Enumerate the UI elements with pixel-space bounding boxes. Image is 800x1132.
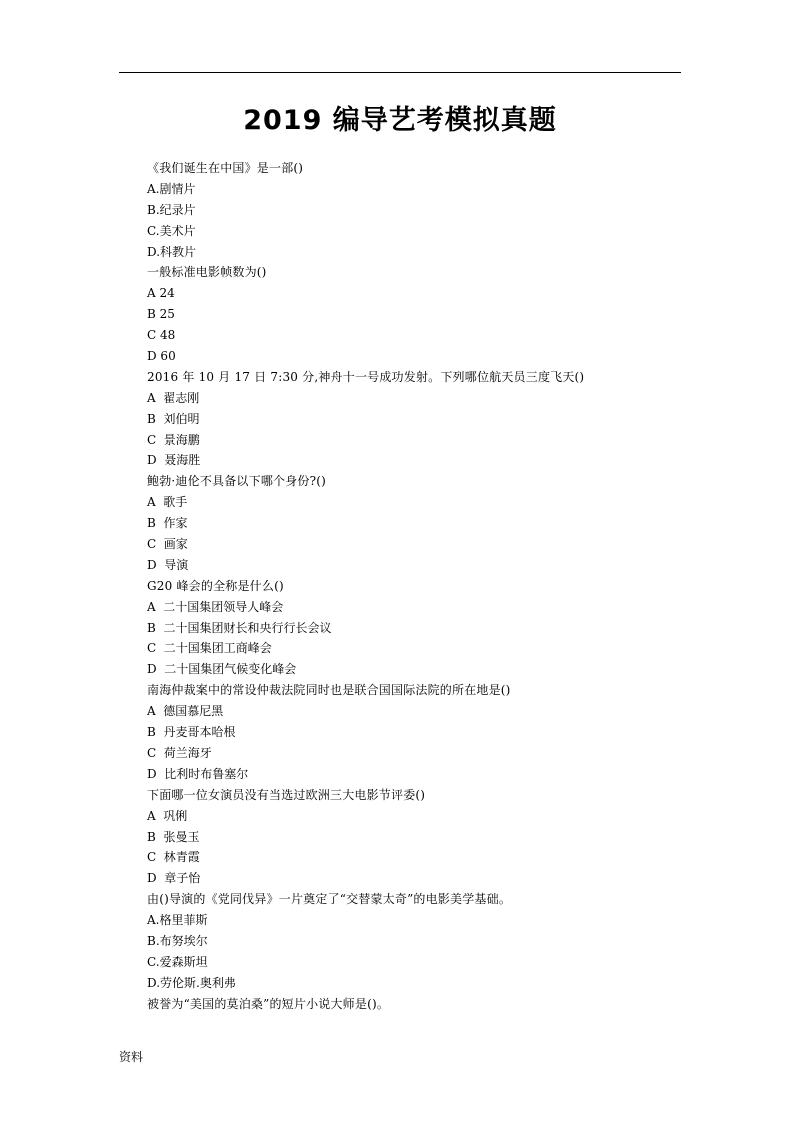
question-text: 一般标准电影帧数为() bbox=[147, 265, 267, 280]
question-text: 下面哪一位女演员没有当选过欧洲三大电影节评委() bbox=[147, 787, 426, 802]
question-block bbox=[147, 262, 584, 366]
question-text: 由()导演的《党同伐异》一片奠定了“交替蒙太奇”的电影美学基础。 bbox=[147, 892, 512, 907]
answer-option: A.剧情片 bbox=[147, 181, 196, 196]
answer-option: A 德国慕尼黑 bbox=[147, 704, 224, 719]
question-block bbox=[147, 785, 584, 889]
question-block bbox=[147, 158, 584, 262]
question-list bbox=[147, 158, 584, 1015]
answer-option: A 歌手 bbox=[147, 495, 188, 510]
question-text: 《我们诞生在中国》是一部() bbox=[147, 161, 304, 175]
question-block bbox=[147, 471, 584, 575]
answer-option: B 刘伯明 bbox=[147, 411, 200, 426]
answer-option: B 丹麦哥本哈根 bbox=[147, 725, 236, 740]
question-block bbox=[147, 576, 584, 680]
answer-option: D 比利时布鲁塞尔 bbox=[147, 766, 249, 781]
answer-option: D 章子怡 bbox=[147, 871, 201, 886]
answer-option: D 聂海胜 bbox=[147, 453, 201, 468]
answer-option: D 二十国集团气候变化峰会 bbox=[147, 662, 297, 677]
answer-option: C 荷兰海牙 bbox=[147, 745, 212, 760]
answer-option: A.格里菲斯 bbox=[147, 913, 208, 928]
question-block bbox=[147, 367, 584, 471]
answer-option: C 林青霞 bbox=[147, 850, 200, 865]
page-footer: 资料 bbox=[119, 1050, 144, 1064]
answer-option: C 48 bbox=[147, 328, 176, 343]
answer-option: C 景海鹏 bbox=[147, 432, 200, 447]
page-title: 2019 编导艺考模拟真题 bbox=[243, 105, 557, 136]
answer-option: C.美术片 bbox=[147, 223, 196, 238]
question-text: 鲍勃·迪伦不具备以下哪个身份?() bbox=[147, 474, 327, 489]
question-block bbox=[147, 680, 584, 784]
question-text: 南海仲裁案中的常设仲裁法院同时也是联合国国际法院的所在地是() bbox=[147, 683, 511, 698]
answer-option: D.科教片 bbox=[147, 244, 197, 259]
question-text: G20 峰会的全称是什么() bbox=[147, 578, 284, 593]
answer-option: D.劳伦斯.奥利弗 bbox=[147, 975, 236, 990]
answer-option: B 张曼玉 bbox=[147, 829, 200, 844]
answer-option: D 导演 bbox=[147, 557, 189, 572]
answer-option: B 作家 bbox=[147, 516, 188, 531]
answer-option: C.爱森斯坦 bbox=[147, 954, 208, 969]
answer-option: B 25 bbox=[147, 307, 175, 322]
answer-option: A 二十国集团领导人峰会 bbox=[147, 599, 284, 614]
answer-option: C 画家 bbox=[147, 537, 188, 552]
answer-option: A 巩俐 bbox=[147, 808, 188, 823]
header-rule bbox=[119, 72, 681, 73]
answer-option: C 二十国集团工商峰会 bbox=[147, 641, 272, 656]
question-block bbox=[147, 889, 584, 993]
answer-option: B.布努埃尔 bbox=[147, 933, 208, 948]
question-text: 被誉为“美国的莫泊桑”的短片小说大师是()。 bbox=[147, 996, 390, 1011]
answer-option: B 二十国集团财长和央行行长会议 bbox=[147, 620, 332, 635]
question-block bbox=[147, 994, 584, 1015]
answer-option: D 60 bbox=[147, 349, 176, 364]
question-text: 2016 年 10 月 17 日 7:30 分,神舟十一号成功发射。下列哪位航天员三度飞天() bbox=[147, 369, 585, 384]
answer-option: A 24 bbox=[147, 286, 175, 301]
answer-option: A 翟志刚 bbox=[147, 390, 200, 405]
answer-option: B.纪录片 bbox=[147, 202, 196, 217]
